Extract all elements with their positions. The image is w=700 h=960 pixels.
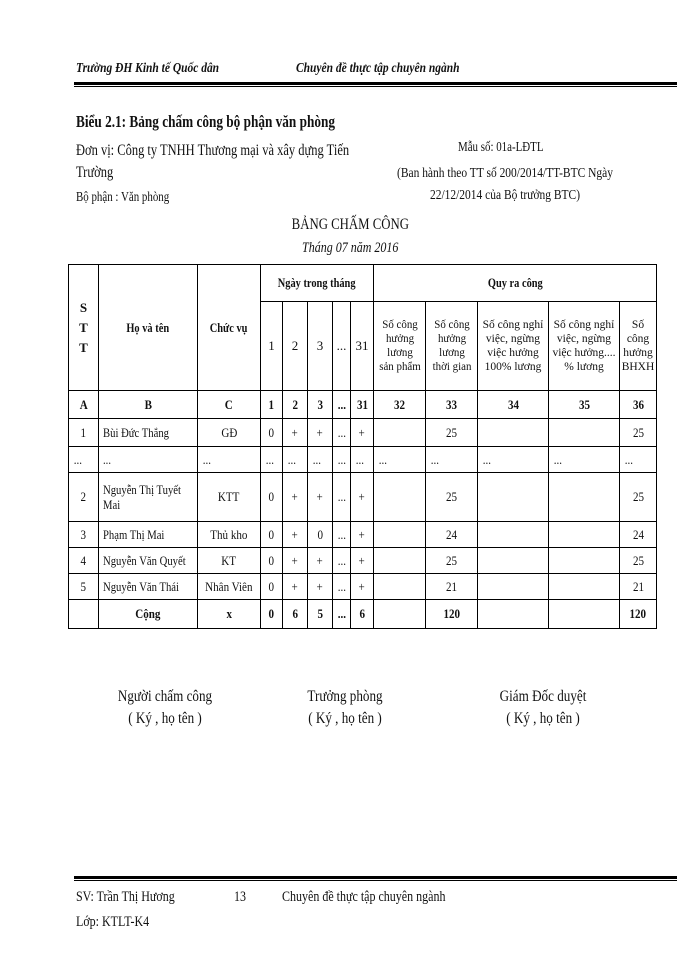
- table-row: [69, 473, 657, 522]
- cell-text: 120: [443, 606, 460, 621]
- cell-text: 0: [317, 526, 323, 542]
- table-cell: [99, 574, 198, 600]
- cell-text: ...: [553, 451, 563, 467]
- cell-text: ...: [202, 451, 212, 467]
- cell-text: ...: [265, 451, 275, 467]
- table-cell: [99, 548, 198, 574]
- table-cell: [549, 447, 620, 473]
- table-cell: [620, 600, 657, 629]
- table-cell: [351, 473, 374, 522]
- th-name: [99, 265, 198, 391]
- th-name-text: Họ và tên: [126, 319, 170, 335]
- table-cell: [283, 447, 308, 473]
- unit-line-2: Trường: [76, 164, 114, 181]
- table-cell: [261, 574, 283, 600]
- cell-text: Nguyễn Văn Quyết: [103, 553, 186, 568]
- cell-text: 5: [317, 606, 323, 621]
- cell-text: 25: [445, 489, 458, 504]
- cell-text: 25: [445, 424, 458, 440]
- total-row: [69, 600, 657, 629]
- cell-text: Nguyễn Thị Tuyết Mai: [103, 482, 181, 512]
- table-cell: [308, 548, 333, 574]
- th-summary-group: [374, 265, 657, 302]
- th-summary-group-text: Quy ra công: [487, 275, 543, 290]
- table-cell: [69, 574, 99, 600]
- table-cell: [69, 522, 99, 548]
- cell-text: ...: [287, 451, 297, 467]
- table-cell: [261, 522, 283, 548]
- cell-text: GĐ: [221, 424, 237, 440]
- cell-text: 2: [80, 489, 87, 504]
- footer-subject: Chuyên đề thực tập chuyên ngành: [282, 889, 446, 905]
- table-cell: [374, 419, 426, 447]
- table-caption: Biểu 2.1: Bảng chấm công bộ phận văn phòng: [76, 112, 336, 131]
- table-cell: [308, 473, 333, 522]
- th-summary-col: [620, 302, 657, 391]
- table-cell: [426, 574, 478, 600]
- th-day: 31: [351, 302, 374, 391]
- table-cell: [478, 419, 549, 447]
- table-row: [69, 522, 657, 548]
- cell-text: +: [316, 552, 324, 568]
- table-cell: [283, 391, 308, 419]
- table-cell: [374, 548, 426, 574]
- cell-text: 25: [632, 489, 644, 504]
- table-cell: [374, 473, 426, 522]
- table-cell: [69, 473, 99, 522]
- cell-text: Nguyễn Văn Thái: [103, 579, 179, 594]
- footer-rule-thin: [74, 880, 677, 881]
- table-cell: [69, 391, 99, 419]
- code-row: [69, 391, 657, 419]
- cell-text: ...: [378, 451, 388, 467]
- signature-note: ( Ký , họ tên ): [308, 710, 382, 727]
- table-cell: [549, 473, 620, 522]
- table-cell: [333, 473, 351, 522]
- cell-text: 32: [393, 396, 406, 412]
- cell-text: +: [291, 578, 299, 594]
- sheet-title: [0, 216, 700, 234]
- table-cell: [374, 522, 426, 548]
- table-cell: [333, 391, 351, 419]
- cell-text: 34: [507, 396, 519, 412]
- table-cell: [478, 600, 549, 629]
- th-day: ...: [333, 302, 351, 391]
- th-summary-col: [374, 302, 426, 391]
- table-cell: [333, 548, 351, 574]
- cell-text: Thủ kho: [210, 526, 248, 542]
- table-cell: [620, 522, 657, 548]
- th-day: 2: [283, 302, 308, 391]
- cell-text: +: [291, 489, 299, 504]
- cell-text: +: [358, 552, 366, 568]
- cell-text: 6: [359, 606, 365, 621]
- header-subject: Chuyên đề thực tập chuyên ngành: [296, 61, 460, 76]
- th-summary-col: [426, 302, 478, 391]
- table-cell: [549, 391, 620, 419]
- table-cell: [69, 548, 99, 574]
- table-cell: [549, 522, 620, 548]
- table-cell: [283, 419, 308, 447]
- cell-text: ...: [337, 451, 347, 467]
- cell-text: ...: [355, 451, 365, 467]
- th-stt-text: S T T: [79, 299, 88, 355]
- form-number: Mẫu số: 01a-LĐTL: [458, 140, 544, 155]
- cell-text: +: [291, 552, 299, 568]
- cell-text: 1: [80, 424, 87, 440]
- table-cell: [333, 574, 351, 600]
- cell-text: x: [226, 606, 232, 621]
- signature-note: ( Ký , họ tên ): [128, 710, 202, 727]
- table-row: [69, 548, 657, 574]
- footer-student: SV: Trần Thị Hương: [76, 889, 175, 905]
- unit-line-1: Đơn vị: Công ty TNHH Thương mại và xây dựng Tiến: [76, 142, 350, 159]
- cell-text: +: [358, 578, 366, 594]
- table-cell: [478, 548, 549, 574]
- th-stt: [69, 265, 99, 391]
- table-cell: [99, 419, 198, 447]
- signature-director: [458, 686, 628, 730]
- cell-text: 25: [445, 552, 458, 568]
- table-cell: [261, 391, 283, 419]
- table-cell: [99, 522, 198, 548]
- cell-text: 4: [80, 552, 87, 568]
- cell-text: +: [358, 526, 366, 542]
- th-summary-text: Số công hưởng lương thời gian: [432, 319, 471, 373]
- th-position: [198, 265, 261, 391]
- th-days-group: [261, 265, 374, 302]
- th-day: 1: [261, 302, 283, 391]
- cell-text: 25: [632, 552, 644, 568]
- table-cell: [333, 419, 351, 447]
- table-cell: [620, 391, 657, 419]
- table-cell: [351, 419, 374, 447]
- cell-text: 24: [632, 526, 644, 542]
- footer-page-number: 13: [234, 889, 246, 905]
- cell-text: ...: [624, 451, 634, 467]
- table-cell: [261, 419, 283, 447]
- table-cell: [351, 447, 374, 473]
- cell-text: 25: [632, 424, 644, 440]
- cell-text: C: [225, 396, 233, 412]
- cell-text: 0: [268, 424, 275, 440]
- table-row: [69, 419, 657, 447]
- table-cell: [374, 574, 426, 600]
- cell-text: 0: [268, 489, 275, 504]
- cell-text: ...: [73, 451, 83, 467]
- table-cell: [283, 600, 308, 629]
- cell-text: KTT: [218, 489, 240, 504]
- table-cell: [283, 548, 308, 574]
- footer-class: Lớp: KTLT-K4: [76, 914, 150, 930]
- table-cell: [620, 419, 657, 447]
- cell-text: 35: [578, 396, 590, 412]
- th-summary-text: Số công hưởng lương sản phẩm: [378, 319, 421, 373]
- cell-text: ...: [337, 606, 346, 621]
- cell-text: A: [79, 396, 88, 412]
- signature-role: Trưởng phòng: [307, 688, 383, 705]
- cell-text: 120: [629, 606, 647, 621]
- signature-role: Giám Đốc duyệt: [499, 688, 587, 705]
- table-cell: [283, 574, 308, 600]
- signature-role: Người chấm công: [117, 688, 213, 705]
- table-row: [69, 447, 657, 473]
- cell-text: 36: [632, 396, 644, 412]
- cell-text: 1: [268, 396, 275, 412]
- cell-text: ...: [337, 578, 346, 594]
- table-cell: [478, 391, 549, 419]
- cell-text: 21: [632, 578, 644, 594]
- table-cell: [351, 391, 374, 419]
- table-cell: [426, 522, 478, 548]
- cell-text: 21: [445, 578, 458, 594]
- table-cell: [308, 574, 333, 600]
- department: Bộ phận : Văn phòng: [76, 190, 170, 205]
- table-cell: [351, 548, 374, 574]
- signature-note: ( Ký , họ tên ): [506, 710, 580, 727]
- cell-text: Phạm Thị Mai: [103, 527, 165, 542]
- table-cell: [426, 447, 478, 473]
- table-cell: [426, 419, 478, 447]
- table-cell: [283, 473, 308, 522]
- cell-text: ...: [337, 489, 346, 504]
- table-cell: [308, 447, 333, 473]
- th-summary-col: [478, 302, 549, 391]
- signature-head: [260, 686, 430, 730]
- header-rule-thin: [74, 86, 677, 87]
- table-cell: [333, 522, 351, 548]
- table-cell: [374, 391, 426, 419]
- cell-text: 0: [268, 552, 275, 568]
- header-row-1: [69, 265, 657, 302]
- table-cell: [99, 473, 198, 522]
- table-cell: [69, 600, 99, 629]
- table-cell: [478, 447, 549, 473]
- table-cell: [549, 574, 620, 600]
- th-position-text: Chức vụ: [210, 319, 248, 335]
- table-cell: [308, 391, 333, 419]
- cell-text: +: [316, 489, 324, 504]
- header-rule: [74, 82, 677, 85]
- table-cell: [426, 600, 478, 629]
- table-cell: [478, 574, 549, 600]
- cell-text: ...: [337, 424, 346, 440]
- table-cell: [549, 419, 620, 447]
- table-cell: [198, 548, 261, 574]
- table-cell: [69, 447, 99, 473]
- table-cell: [99, 391, 198, 419]
- table-cell: [198, 574, 261, 600]
- footer-rule: [74, 876, 677, 879]
- table-cell: [69, 419, 99, 447]
- cell-text: +: [316, 424, 324, 440]
- cell-text: Bùi Đức Thắng: [103, 425, 169, 440]
- cell-text: 31: [356, 396, 368, 412]
- table-cell: [426, 391, 478, 419]
- cell-text: ...: [337, 396, 346, 412]
- table-row: [69, 574, 657, 600]
- table-cell: [261, 548, 283, 574]
- table-cell: [374, 447, 426, 473]
- cell-text: 3: [80, 526, 87, 542]
- cell-text: ...: [430, 451, 440, 467]
- cell-text: Nhân Viên: [205, 578, 253, 594]
- cell-text: 5: [80, 578, 87, 594]
- unit-name: [76, 140, 426, 184]
- signature-timekeeper: [80, 686, 250, 730]
- table-cell: [198, 391, 261, 419]
- header-school: Trường ĐH Kinh tế Quốc dân: [76, 61, 220, 76]
- table-cell: [620, 574, 657, 600]
- table-cell: [198, 522, 261, 548]
- cell-text: 33: [445, 396, 458, 412]
- table-cell: [283, 522, 308, 548]
- table-cell: [374, 600, 426, 629]
- table-cell: [99, 447, 198, 473]
- table-cell: [620, 548, 657, 574]
- cell-text: 24: [445, 526, 458, 542]
- table-cell: [261, 447, 283, 473]
- cell-text: +: [291, 526, 299, 542]
- cell-text: 0: [268, 578, 275, 594]
- th-summary-text: Số công nghỉ việc, ngừng việc hưởng.... % lương: [552, 319, 616, 373]
- table-cell: [620, 473, 657, 522]
- table-cell: [99, 600, 198, 629]
- table-cell: [198, 419, 261, 447]
- table-cell: [549, 600, 620, 629]
- table-cell: [426, 548, 478, 574]
- table-cell: [620, 447, 657, 473]
- cell-text: KT: [221, 552, 237, 568]
- table-cell: [333, 600, 351, 629]
- cell-text: 3: [317, 396, 323, 412]
- table-cell: [426, 473, 478, 522]
- table-cell: [261, 600, 283, 629]
- timesheet-body: [69, 391, 657, 629]
- th-summary-text: Số công hưởng BHXH: [621, 319, 655, 373]
- table-cell: [261, 473, 283, 522]
- cell-text: +: [291, 424, 299, 440]
- table-cell: [478, 473, 549, 522]
- timesheet-table: [68, 264, 657, 629]
- period: [0, 240, 700, 257]
- table-cell: [351, 600, 374, 629]
- table-cell: [308, 600, 333, 629]
- table-cell: [351, 574, 374, 600]
- table-cell: [351, 522, 374, 548]
- cell-text: ...: [312, 451, 322, 467]
- table-cell: [308, 522, 333, 548]
- cell-text: +: [316, 578, 324, 594]
- table-cell: [478, 522, 549, 548]
- cell-text: +: [358, 489, 366, 504]
- table-cell: [549, 548, 620, 574]
- th-day: 3: [308, 302, 333, 391]
- period-text: Tháng 07 năm 2016: [301, 240, 399, 256]
- cell-text: 6: [292, 606, 298, 621]
- table-cell: [198, 473, 261, 522]
- cell-text: ...: [337, 552, 346, 568]
- issued-by: (Ban hành theo TT số 200/2014/TT-BTC Ngày 22/12/2014 của Bộ trưởng BTC): [397, 166, 613, 203]
- table-cell: [198, 447, 261, 473]
- cell-text: ...: [337, 526, 346, 542]
- th-summary-text: Số công nghỉ việc, ngừng việc hưởng 100% lương: [482, 319, 544, 373]
- th-days-group-text: Ngày trong tháng: [278, 275, 356, 290]
- cell-text: ...: [482, 451, 492, 467]
- table-cell: [308, 419, 333, 447]
- table-cell: [333, 447, 351, 473]
- table-cell: [198, 600, 261, 629]
- th-summary-col: [549, 302, 620, 391]
- cell-text: 0: [268, 526, 275, 542]
- cell-text: +: [358, 424, 366, 440]
- cell-text: B: [144, 396, 152, 412]
- cell-text: Cộng: [135, 606, 161, 621]
- cell-text: 0: [268, 606, 275, 621]
- cell-text: ...: [103, 452, 111, 467]
- sheet-title-text: BẢNG CHẤM CÔNG: [291, 216, 409, 233]
- cell-text: 2: [292, 396, 298, 412]
